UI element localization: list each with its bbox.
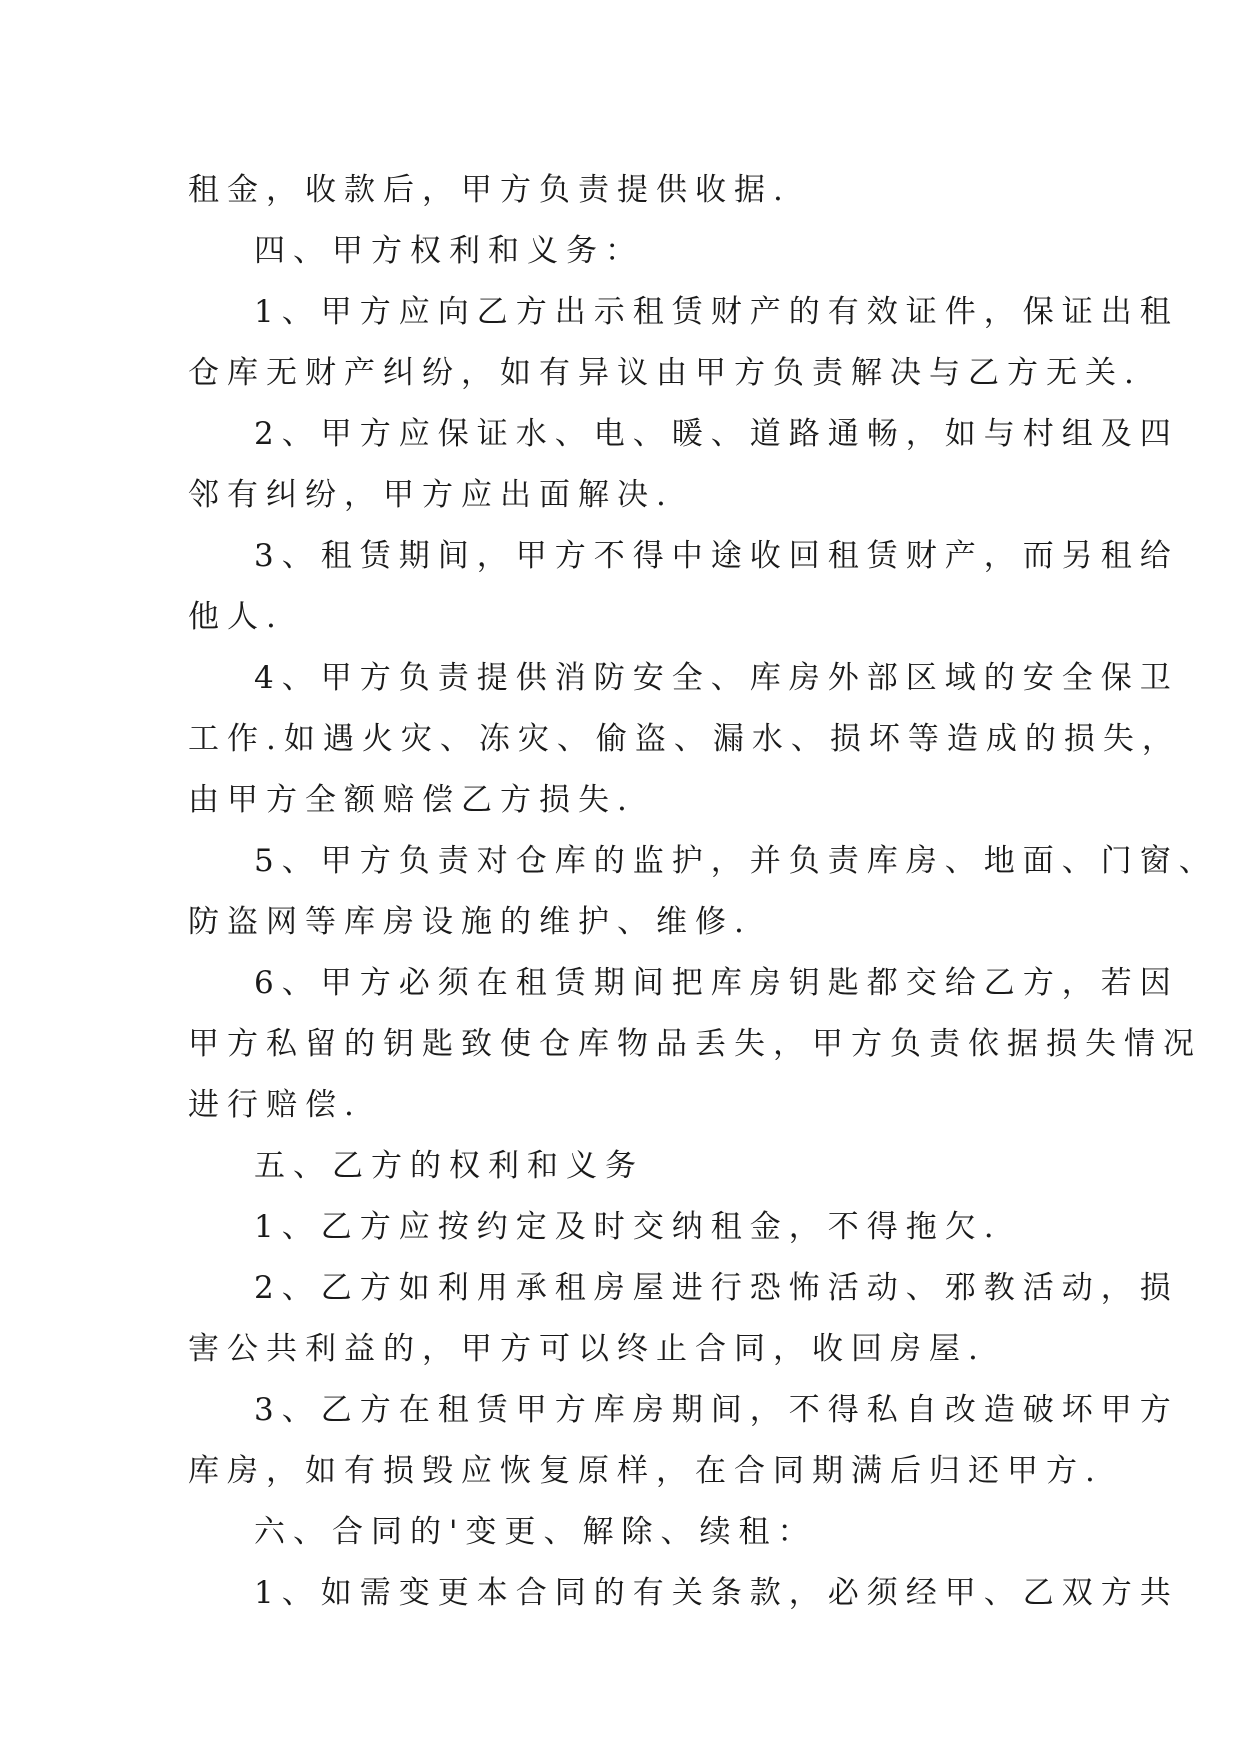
section-heading-5: 五、乙方的权利和义务	[254, 1148, 644, 1184]
text-line: 防盗网等库房设施的维护、维修.	[188, 904, 752, 940]
text-line: 4、甲方负责提供消防安全、库房外部区域的安全保卫	[254, 660, 1179, 696]
text-line: 工作.如遇火灾、冻灾、偷盗、漏水、损坏等造成的损失，	[188, 721, 1181, 757]
text-line: 进行赔偿.	[188, 1087, 362, 1123]
text-line: 租金，收款后，甲方负责提供收据.	[188, 172, 791, 208]
section-heading-4: 四、甲方权利和义务：	[254, 233, 644, 269]
text-line: 3、租赁期间，甲方不得中途收回租赁财产，而另租给	[254, 538, 1179, 574]
text-line: 他人.	[188, 599, 284, 635]
document-body	[188, 160, 1218, 1624]
text-line: 仓库无财产纠纷，如有异议由甲方负责解决与乙方无关.	[188, 355, 1142, 391]
text-line: 2、甲方应保证水、电、暖、道路通畅，如与村组及四	[254, 416, 1179, 452]
text-line: 邻有纠纷，甲方应出面解决.	[188, 477, 674, 513]
text-line: 库房，如有损毁应恢复原样，在合同期满后归还甲方.	[188, 1453, 1103, 1489]
text-line: 1、如需变更本合同的有关条款，必须经甲、乙双方共	[254, 1575, 1179, 1611]
section-heading-6: 六、合同的'变更、解除、续租：	[254, 1514, 817, 1550]
text-line: 3、乙方在租赁甲方库房期间，不得私自改造破坏甲方	[254, 1392, 1179, 1428]
text-line: 甲方私留的钥匙致使仓库物品丢失，甲方负责依据损失情况	[188, 1026, 1202, 1062]
text-line: 5、甲方负责对仓库的监护，并负责库房、地面、门窗、	[254, 843, 1218, 879]
text-line: 由甲方全额赔偿乙方损失.	[188, 782, 635, 818]
text-line: 6、甲方必须在租赁期间把库房钥匙都交给乙方，若因	[254, 965, 1179, 1001]
text-line: 2、乙方如利用承租房屋进行恐怖活动、邪教活动，损	[254, 1270, 1179, 1306]
text-line: 害公共利益的，甲方可以终止合同，收回房屋.	[188, 1331, 986, 1367]
text-line: 1、甲方应向乙方出示租赁财产的有效证件，保证出租	[254, 294, 1179, 330]
text-line: 1、乙方应按约定及时交纳租金，不得拖欠.	[254, 1209, 1002, 1245]
